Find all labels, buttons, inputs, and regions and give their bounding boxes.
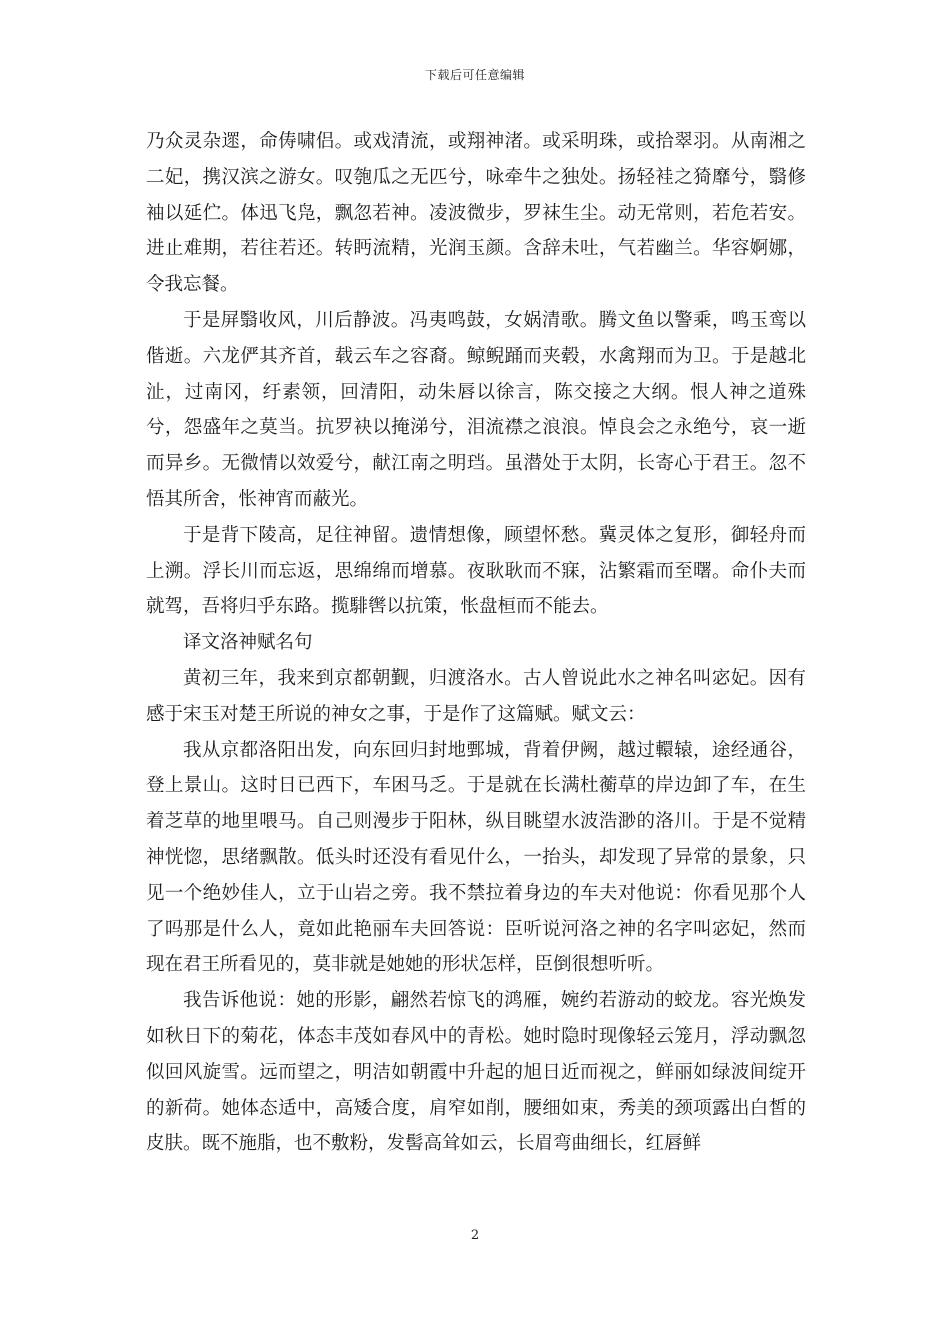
page-header: 下载后可任意编辑 [424, 68, 525, 82]
section-heading: 译文洛神赋名句 [183, 632, 313, 654]
page-number: 2 [470, 1228, 480, 1243]
paragraph: 于是背下陵高，足往神留。遗情想像，顾望怀愁。冀灵体之复形，御轻舟而上溯。浮长川而忘返，思绵绵而增慕。夜耿耿而不寐，沾繁霜而至曙。命仆夫而就驾，吾将归乎东路。揽騑辔以抗策，怅盘桓而不能去。 [146, 524, 806, 618]
paragraph: 于是屏翳收风，川后静波。冯夷鸣鼓，女娲清歌。腾文鱼以警乘，鸣玉鸾以偕逝。六龙俨其齐首，载云车之容裔。鲸鲵踊而夹毂，水禽翔而为卫。于是越北沚，过南冈，纡素领，回清阳，动朱唇以徐言，陈交接之大纲。恨人神之道殊兮，怨盛年之莫当。抗罗袂以掩涕兮，泪流襟之浪浪。悼良会之永绝兮，哀一逝而异乡。无微情以效爱兮，献江南之明珰。虽潜处于太阴，长寄心于君王。忽不悟其所舍，怅神宵而蔽光。 [146, 309, 806, 510]
paragraph: 我告诉他说：她的形影，翩然若惊飞的鸿雁，婉约若游动的蛟龙。容光焕发如秋日下的菊花，体态丰茂如春风中的青松。她时隐时现像轻云笼月，浮动飘忽似回风旋雪。远而望之，明洁如朝霞中升起的旭日近而视之，鲜丽如绿波间绽开的新荷。她体态适中，高矮合度，肩窄如削，腰细如束，秀美的颈项露出白皙的皮肤。既不施脂，也不敷粉，发髻高耸如云，长眉弯曲细长，红唇鲜 [146, 990, 806, 1155]
paragraph: 我从京都洛阳出发，向东回归封地鄄城，背着伊阙，越过轘辕，途经通谷，登上景山。这时日已西下，车困马乏。于是就在长满杜蘅草的岸边卸了车，在生着芝草的地里喂马。自己则漫步于阳林，纵目眺望水波浩渺的洛川。于是不觉精神恍惚，思绪飘散。低头时还没有看见什么，一抬头，却发现了异常的景象，只见一个绝妙佳人，立于山岩之旁。我不禁拉着身边的车夫对他说：你看见那个人了吗那是什么人，竟如此艳丽车夫回答说：臣听说河洛之神的名字叫宓妃，然而现在君王所看见的，莫非就是她她的形状怎样，臣倒很想听听。 [146, 739, 806, 976]
paragraph: 乃众灵杂遝，命俦啸侣。或戏清流，或翔神渚。或采明珠，或拾翠羽。从南湘之二妃，携汉滨之游女。叹匏瓜之无匹兮，咏牵牛之独处。扬轻袿之猗靡兮，翳修袖以延伫。体迅飞凫，飘忽若神。凌波微步，罗袜生尘。动无常则，若危若安。进止难期，若往若还。转眄流精，光润玉颜。含辞未吐，气若幽兰。华容婀娜，令我忘餐。 [146, 131, 806, 296]
document-body [146, 124, 806, 1162]
paragraph: 黄初三年，我来到京都朝觐，归渡洛水。古人曾说此水之神名叫宓妃。因有感于宋玉对楚王所说的神女之事，于是作了这篇赋。赋文云： [146, 667, 806, 725]
